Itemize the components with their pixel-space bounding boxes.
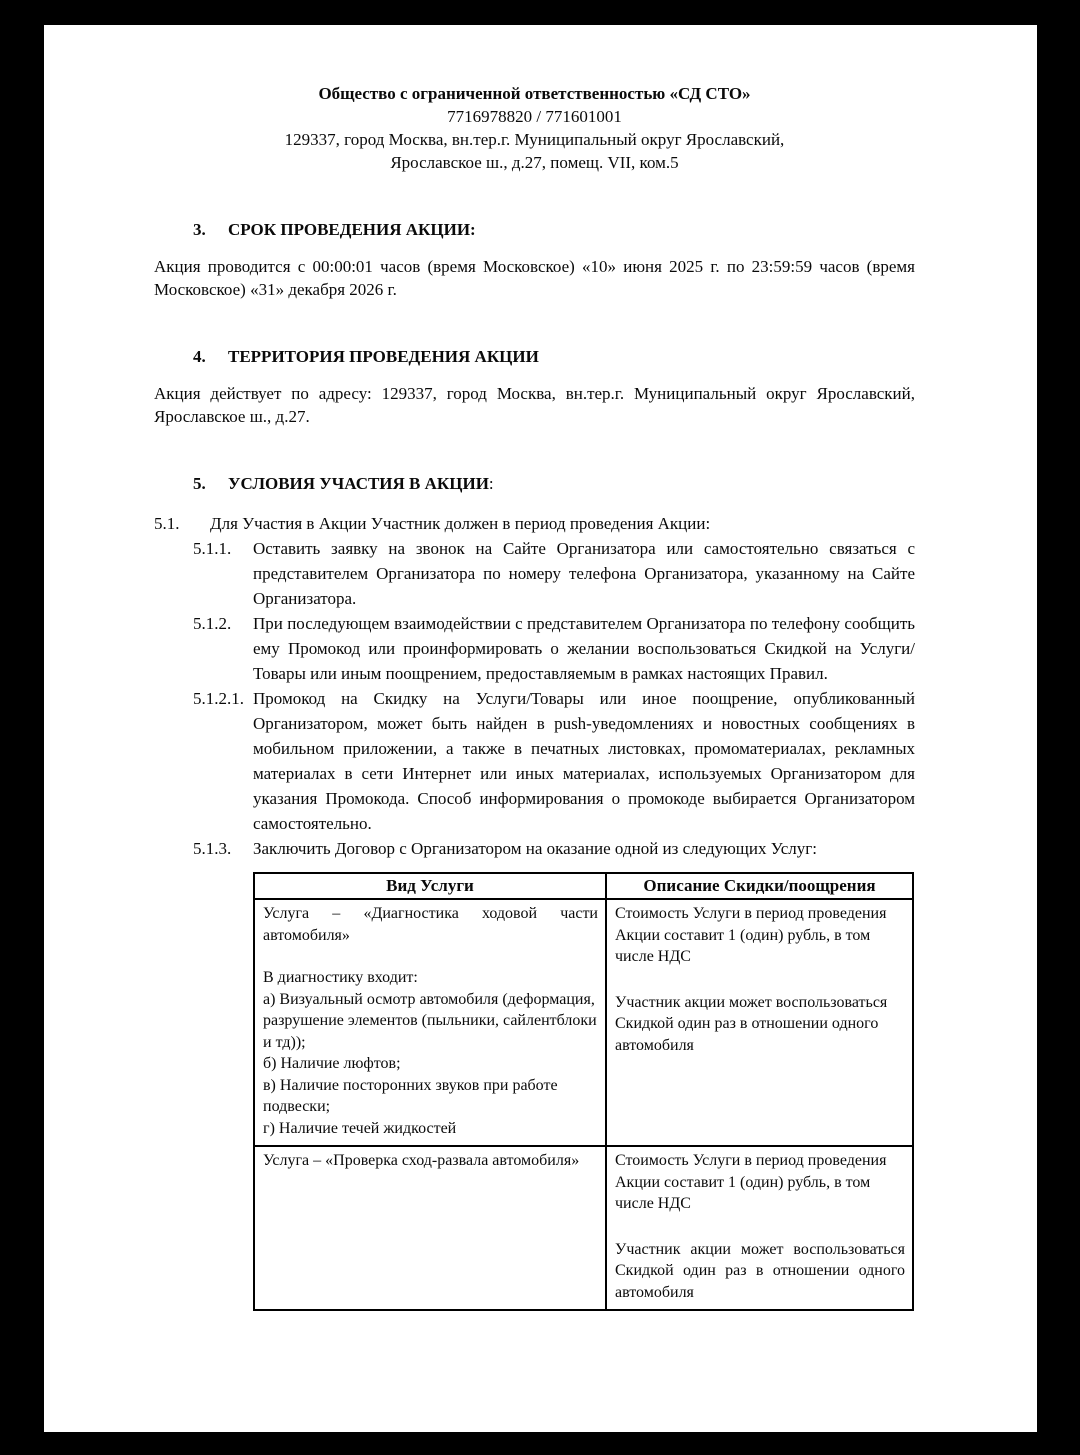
clause-5-1-1-number: 5.1.1. (193, 539, 232, 558)
section-5-title-wrap (228, 472, 494, 495)
section-3-number: 3. (193, 220, 206, 239)
section-5-title: УСЛОВИЯ УЧАСТИЯ В АКЦИИ (228, 474, 489, 493)
service-cell-diagnostics (254, 899, 606, 1146)
company-address-line-1: 129337, город Москва, вн.тер.г. Муниципальный округ Ярославский, (284, 130, 785, 149)
company-inn-kpp: 7716978820 / 771601001 (447, 107, 622, 126)
table-header-row (254, 873, 913, 899)
services-table (253, 872, 914, 1311)
discount-price: Стоимость Услуги в период проведения Акции составит 1 (один) рубль, в том числе НДС (615, 905, 887, 965)
clause-5-1-2-1-text: Промокод на Скидку на Услуги/Товары или иное поощрение, опубликованный Организатором, может быть найден в push-уведомлениях и новостных сообщениях в мобильном приложении, а также в печатных листовках, промоматериалах, рекламных материалах в сети Интернет или иных материалах, используемых Организатором для указания Промокода. Способ информирования о промокоде выбирается Организатором самостоятельно. (253, 689, 915, 833)
section-4-number: 4. (193, 347, 206, 366)
service-detail-item-a: а) Визуальный осмотр автомобиля (деформация, разрушение элементов (пыльники, сайлентблоки и тд)); (263, 990, 597, 1051)
discount-usage: Участник акции может воспользоваться Скидкой один раз в отношении одного автомобиля (615, 1240, 905, 1301)
clause-5-1-2-text: При последующем взаимодействии с представителем Организатора по телефону сообщить ему Промокод или проинформировать о желании воспользоваться Скидкой на Услуги/Товары или иным поощрением, предоставляемым в рамках настоящих Правил. (253, 614, 915, 683)
discount-cell-wheel-alignment (606, 1146, 913, 1310)
service-cell-wheel-alignment (254, 1146, 606, 1310)
section-3-heading (154, 218, 915, 241)
clause-5-1-2 (193, 611, 915, 686)
table-header-service-type: Вид Услуги (254, 873, 606, 899)
clause-5-1-3-text: Заключить Договор с Организатором на оказание одной из следующих Услуг: (253, 839, 817, 858)
section-5-title-colon: : (488, 474, 494, 493)
clause-5-1-1 (193, 536, 915, 611)
section-5-number: 5. (193, 474, 206, 493)
clause-5-1-text: Для Участия в Акции Участник должен в период проведения Акции: (210, 514, 711, 533)
discount-cell-diagnostics (606, 899, 913, 1146)
clause-5-1-1-text: Оставить заявку на звонок на Сайте Организатора или самостоятельно связаться с представителем Организатора по номеру телефона Организатора, указанному на Сайте Организатора. (253, 539, 915, 608)
clause-5-1-3-number: 5.1.3. (193, 839, 232, 858)
company-name: Общество с ограниченной ответственностью «СД СТО» (318, 84, 751, 103)
service-detail-item-g: г) Наличие течей жидкостей (263, 1119, 457, 1137)
clause-5-1-2-1-number: 5.1.2.1. (193, 689, 244, 708)
clause-5-1 (154, 511, 915, 536)
document-header (154, 82, 915, 174)
discount-price: Стоимость Услуги в период проведения Акции составит 1 (один) рубль, в том числе НДС (615, 1152, 887, 1212)
clause-5-1-3 (193, 836, 915, 861)
table-row-diagnostics (254, 899, 913, 1146)
table-row-wheel-alignment (254, 1146, 913, 1310)
clause-5-1-number: 5.1. (154, 514, 180, 533)
service-details-intro: В диагностику входит: (263, 969, 418, 986)
section-3-body: Акция проводится с 00:00:01 часов (время Московское) «10» июня 2025 г. по 23:59:59 часов (время Московское) «31» декабря 2026 г. (154, 257, 915, 299)
table-header-discount-description: Описание Скидки/поощрения (606, 873, 913, 899)
section-3-title: СРОК ПРОВЕДЕНИЯ АКЦИИ: (228, 220, 476, 239)
section-4-heading (154, 345, 915, 368)
discount-usage: Участник акции может воспользоваться Скидкой один раз в отношении одного автомобиля (615, 993, 888, 1054)
clause-5-1-2-number: 5.1.2. (193, 614, 232, 633)
section-4-title: ТЕРРИТОРИЯ ПРОВЕДЕНИЯ АКЦИИ (228, 347, 539, 366)
service-title: Услуга – «Проверка сход-развала автомобиля» (263, 1152, 580, 1169)
clause-5-1-2-1 (193, 686, 915, 836)
service-title: Услуга – «Диагностика ходовой части автомобиля» (263, 905, 598, 944)
service-detail-item-b: б) Наличие люфтов; (263, 1055, 401, 1072)
document-page (44, 25, 1037, 1432)
section-5-heading (154, 472, 915, 495)
section-4-body: Акция действует по адресу: 129337, город Москва, вн.тер.г. Муниципальный округ Ярославский, Ярославское ш., д.27. (154, 384, 915, 426)
company-address-line-2: Ярославское ш., д.27, помещ. VII, ком.5 (390, 153, 679, 172)
service-detail-item-v: в) Наличие посторонних звуков при работе подвески; (263, 1076, 558, 1115)
